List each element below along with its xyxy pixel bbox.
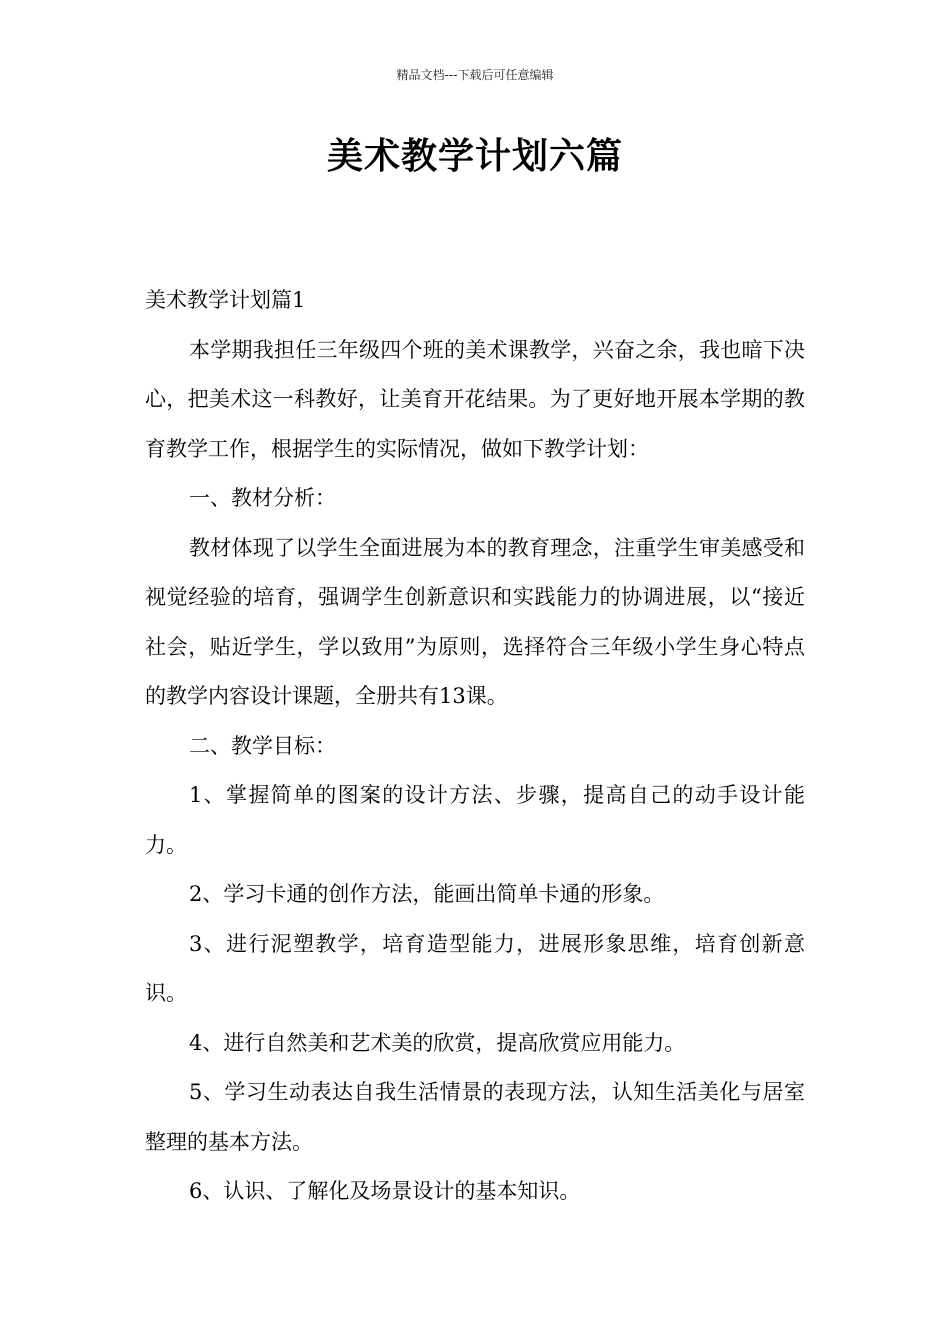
heading-material-analysis: 一、教材分析： (189, 486, 336, 510)
section-heading: 美术教学计划篇1 (145, 288, 306, 312)
heading-teaching-goals: 二、教学目标： (189, 733, 336, 758)
goal-item-2: 2、学习卡通的创作方法，能画出简单卡通的形象。 (189, 882, 665, 906)
paragraph-material-analysis: 教材体现了以学生全面进展为本的教育理念，注重学生审美感受和视觉经验的培育，强调学生创新意识和实践能力的协调进展，以“接近社会，贴近学生，学以致用”为原则，选择符合三年级小学生身心特点的教学内容设计课题，全册共有13课。 (145, 535, 805, 708)
goal-item-1: 1、掌握简单的图案的设计方法、步骤，提高自己的动手设计能力。 (145, 783, 805, 857)
document-body (145, 276, 805, 1217)
header-note: 精品文档---下载后可任意编辑 (396, 68, 554, 82)
goal-item-6: 6、认识、了解化及场景设计的基本知识。 (189, 1179, 581, 1203)
paragraph-intro: 本学期我担任三年级四个班的美术课教学，兴奋之余，我也暗下决心，把美术这一科教好，让美育开花结果。为了更好地开展本学期的教育教学工作，根据学生的实际情况，做如下教学计划： (145, 337, 805, 461)
document-title: 美术教学计划六篇 (326, 136, 623, 177)
goal-item-4: 4、进行自然美和艺术美的欣赏，提高欣赏应用能力。 (189, 1030, 686, 1055)
goal-item-5: 5、学习生动表达自我生活情景的表现方法，认知生活美化与居室整理的基本方法。 (145, 1080, 805, 1154)
goal-item-3: 3、进行泥塑教学，培育造型能力，进展形象思维，培育创新意识。 (145, 931, 805, 1005)
